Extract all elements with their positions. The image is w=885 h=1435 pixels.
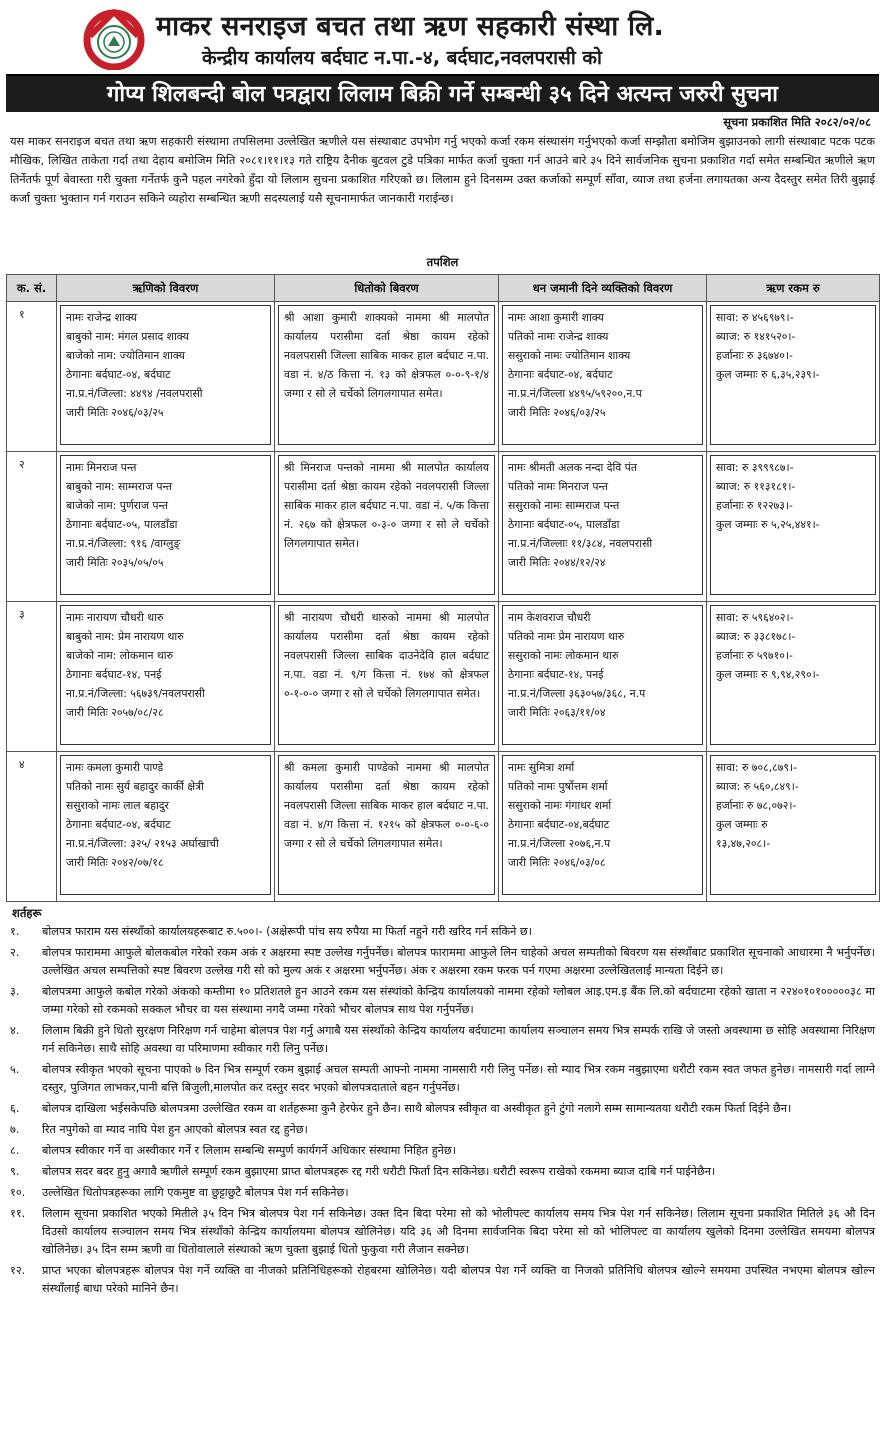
guarantor-line: पतिको नामः मिनराज पन्त: [508, 480, 608, 493]
amount-line: हर्जानाः रु ३६७४०।-: [716, 349, 793, 362]
header-collateral: धितोको बिवरण: [275, 275, 499, 302]
amount-box: [710, 455, 876, 595]
amount-line: कुल जम्माः रु ६,३५,२३९।-: [716, 368, 820, 381]
borrower-line: ठेगानाः बर्दघाट-१४, पनई: [66, 668, 162, 681]
guarantor-cell: [499, 752, 707, 902]
condition-text: बोलपत्र फाराममा आफुले बोलकबोल गरेको रकम अकं र अक्षरमा स्पष्ट उल्लेख गर्नुपर्नेछ। बोलपत्र फाराममा आफुले लिन चाहेको अचल सम्पतीको बिवरण यस संस्थाँबाट प्रकाशित सूचनाको आधारमा नै भर्नुपर्नेछ। उल्लेखित अचल सम्पत्तिको स्पष्ट बिवरण उल्लेख गरी सो को मुल्य अकं र अक्षरमा भर्नुपर्नेछ। अंक र अक्षरमा रकम फरक पर्न गएमा अक्षरमा उल्लेखितलाई मान्यता दिईने छ।: [42, 946, 875, 977]
borrower-line: ठेगानाः बर्दघाट-०४, बर्दघाट: [66, 818, 171, 831]
serial-cell: ३: [7, 602, 57, 752]
amount-line: सावा: रु ५९६४०२।-: [716, 611, 794, 624]
condition-number: १.: [10, 925, 20, 938]
condition-item: [6, 1121, 879, 1139]
condition-text: बोलपत्र स्वीकार गर्ने वा अस्वीकार गर्ने र लिलाम सम्बन्धि सम्पुर्ण कार्यगर्ने अधिकार संस्थामा निहित हुनेछ।: [42, 1144, 456, 1157]
amount-line: हर्जानाः रु ५९७१०।-: [716, 649, 793, 662]
amount-line: १३,४७,२०८।-: [716, 837, 771, 850]
borrower-line: ठेगानाः बर्दघाट-०५, पालडाँडा: [66, 518, 178, 531]
collateral-box: [278, 605, 495, 745]
condition-text: रित नपुगेको वा म्याद नाघि पेश हुन आएको बोलपत्र स्वत रद्द हुनेछ।: [42, 1123, 308, 1136]
header: [6, 4, 879, 74]
header-borrower: ऋणिको विवरण: [57, 275, 275, 302]
guarantor-box: [502, 605, 703, 745]
table-row: [7, 452, 880, 602]
condition-item: [6, 1142, 879, 1160]
guarantor-cell: [499, 302, 707, 452]
guarantor-line: जारी मितिः २०६३/११/०४: [508, 706, 606, 719]
condition-text: लिलाम सूचना प्रकाशित भएको मितीले ३५ दिन भित्र बोलपत्र पेश गर्न सकिनेछ। उक्त दिन बिदा परेमा सो को भोलीपल्ट कार्यालय समय भित्र पेश गर्न सकिनेछ। लिलाम सूचना प्रकाशित मितिले ३६ औ दिन दिउसो कार्यालय सञ्चालन समय भित्र संस्थाँको केन्द्रिय कार्यालयमा बोलपत्र खोलिनेछ। यदि ३६ औ दिनमा सार्वजनिक बिदा परेमा सो को भोलिपल्ट वा कार्यालय खुलेको दिनमा उल्लेखित समयमा बोलपत्र खोलिनेछ। ३५ दिन सम्म ऋणी वा धितोवालाले संस्थाको ऋण चुक्ता बुझाई धितो फुकुवा गरी लैजान सक्नेछ।: [42, 1207, 875, 1256]
collateral-cell: [275, 452, 499, 602]
amount-cell: [707, 602, 880, 752]
condition-text: प्राप्त भएका बोलपत्रहरू बोलपत्र पेश गर्ने व्यक्ति वा नीजको प्रतिनिधिहरूको रोहबरमा खोलिनेछ। यदी बोलपत्र पेश गर्ने व्यक्ति वा निजको प्रतिनिधि बोलपत्र खोल्ने समयमा उपस्थित नभएमा बोलपत्र खोल्न संस्थाँलाई बाधा परेको मानिने छैन।: [42, 1264, 875, 1295]
borrower-line: नामः राजेन्द्र शाक्य: [66, 311, 137, 324]
borrower-line: बाबुको नाम: साम्मराज पन्त: [66, 480, 173, 493]
borrower-box: [60, 605, 271, 745]
guarantor-line: ना.प्र.नं/जिल्ला ४४९५/५९२००,न.प: [508, 387, 642, 400]
borrower-line: नामः मिनराज पन्त: [66, 461, 137, 474]
publication-date: सूचना प्रकाशित मिति २०८२/०२/०८: [723, 115, 871, 129]
borrower-line: ठेगानाः बर्दघाट-०४, बर्दघाट: [66, 368, 171, 381]
amount-line: सावा: रु ७०८,८७९।-: [716, 761, 797, 774]
amount-line: कुल जम्माः रु ५,२५,४४१।-: [716, 518, 820, 531]
condition-item: [6, 1163, 879, 1181]
guarantor-line: ना.प्र.नं/जिल्ला ३६३०५७/३६८, न.प: [508, 687, 646, 700]
header-amount: ऋण रकम रु: [707, 275, 880, 302]
condition-number: ३.: [10, 985, 20, 998]
amount-line: ब्याज: रु १४१५२०।-: [716, 330, 796, 343]
guarantor-line: जारी मितिः २०४४/१२/२४: [508, 556, 606, 569]
guarantor-line: ससुराको नामः गंगाधर शर्मा: [508, 799, 612, 812]
collateral-cell: [275, 302, 499, 452]
borrower-cell: [57, 452, 275, 602]
collateral-text: श्री आशा कुमारी शाक्यको नाममा श्री मालपोत कार्यालय परासीमा दर्ता श्रेष्ठा कायम रहेको नवलपरासी जिल्ला साबिक माकर हाल बर्दघाट न.पा. वडा नं. ४/ठ कित्ता नं. १३ को क्षेत्रफल ०-०-९-१/४ जग्गा र सो ले चर्चेको लिगलगापात समेत।: [284, 311, 489, 400]
condition-item: [6, 1262, 879, 1298]
header-serial: क. सं.: [7, 275, 57, 302]
borrower-line: बाजेको नाम: ज्योतिमान शाक्य: [66, 349, 185, 362]
condition-number: २.: [10, 946, 20, 959]
table-row: [7, 302, 880, 452]
condition-number: ११.: [10, 1207, 26, 1220]
amount-line: ब्याज: रु ३३८१७८।-: [716, 630, 796, 643]
table-row: [7, 752, 880, 902]
serial-cell: ४: [7, 752, 57, 902]
guarantor-line: ना.प्र.नं/जिल्ला २०७६,न.प: [508, 837, 611, 850]
guarantor-line: ठेगानाः बर्दघाट-०५, पालडाँडा: [508, 518, 620, 531]
guarantor-line: पतिको नामः पुर्षोत्तम शर्मा: [508, 780, 608, 793]
guarantor-line: ससुराको नामः साम्मराज पन्त: [508, 499, 620, 512]
guarantor-line: जारी मितिः २०४६/०३/२५: [508, 406, 606, 419]
borrower-cell: [57, 602, 275, 752]
schedule-title: तपशिल: [426, 255, 459, 269]
table-body: [7, 302, 880, 902]
condition-number: ९.: [10, 1165, 20, 1178]
borrower-line: ना.प्र.नं/जिल्ला: ९१६ /वाग्लुङ्: [66, 537, 181, 550]
borrower-line: जारी मितिः २०४६/०३/२५: [66, 406, 164, 419]
amount-line: हर्जानाः रु ७८,०७२।-: [716, 799, 797, 812]
collateral-text: श्री मिनराज पन्तको नाममा श्री मालपोत कार्यालय परासीमा दर्ता श्रेष्ठा कायम रहेको नवलपरासी जिल्ला साबिक माकर हाल बर्दघाट न.पा. वडा नं. ५/क कित्ता नं. २६७ को क्षेत्रफल ०-३-० जग्गा र सो ले चर्चेको लिगलगापात समेत।: [284, 461, 489, 550]
conditions-list: [6, 923, 879, 1298]
guarantor-line: जारी मितिः २०४६/०३/०८: [508, 856, 606, 869]
office-address: केन्द्रीय कार्यालय बर्दघाट न.पा.-४, बर्दघाट,नवलपरासी को: [202, 47, 602, 69]
table-header-row: [7, 275, 880, 302]
borrower-line: ना.प्र.नं/जिल्ला: ५६७३९/नवलपरासी: [66, 687, 205, 700]
collateral-box: [278, 305, 495, 445]
amount-line: सावा: रु ३९९९८७।-: [716, 461, 794, 474]
borrower-line: ना.प्र.नं/जिल्ला: ४४९४ /नवलपरासी: [66, 387, 203, 400]
guarantor-line: पतिको नामः राजेन्द्र शाक्य: [508, 330, 609, 343]
amount-line: हर्जानाः रु १२२७३।-: [716, 499, 793, 512]
serial-cell: १: [7, 302, 57, 452]
condition-number: ७.: [10, 1123, 20, 1136]
borrower-line: नामः कमला कुमारी पाण्डे: [66, 761, 164, 774]
table-row: [7, 602, 880, 752]
collateral-box: [278, 455, 495, 595]
guarantor-line: ठेगानाः बर्दघाट-०४,बर्दघाट: [508, 818, 610, 831]
condition-number: १०.: [10, 1186, 26, 1199]
collateral-cell: [275, 602, 499, 752]
condition-number: ६.: [10, 1102, 20, 1115]
header-guarantor: धन जमानी दिने व्यक्तिको विवरण: [499, 275, 707, 302]
amount-line: ब्याज: रु ५६०,८४९।-: [716, 780, 799, 793]
condition-text: बोलपत्रमा आफुले कबोल गरेको अंकको कम्तीमा १० प्रतिशतले हुन आउने रकम यस संस्थांको केन्द्रिय कार्यालयको नाममा रहेको ग्लोबल आइ.एम.इ बैंक लि.को बर्दघाटमा रहेको खाता न २२४०१०१०००००३८ मा जम्मा गरेको सो रकमको सक्कल भौचर वा यस संस्थामा नगदै जम्मा गरेको भौचर बोलपत्र साथ पेश गर्नुपर्नेछ।: [42, 985, 875, 1016]
condition-item: [6, 1022, 879, 1058]
condition-text: बोलपत्र फाराम यस संस्थाँको कार्यालयहरूबाट रु.५००।- (अक्षेरूपी पांच सय रुपैया मा फिर्ता नहुने गरी खरिद गर्न सकिने छ।: [42, 925, 532, 938]
borrower-line: ससुराको नामः लाल बहादुर: [66, 799, 169, 812]
guarantor-box: [502, 305, 703, 445]
guarantor-cell: [499, 602, 707, 752]
guarantor-line: ठेगानाः बर्दघाट-१४, पनई: [508, 668, 604, 681]
condition-item: [6, 944, 879, 980]
amount-box: [710, 755, 876, 895]
borrower-line: ना.प्र.नं/जिल्ला: ३२५/ २१५३ अर्घाखाची: [66, 837, 219, 850]
condition-text: उल्लेखित धितोपत्रहरूका लागि एकमुष्ट वा छुट्टाछुटै बोलपत्र पेश गर्न सकिनेछ।: [42, 1186, 349, 1199]
borrower-line: पतिको नामः सुर्य बहादुर कार्की क्षेत्री: [66, 780, 204, 793]
amount-cell: [707, 452, 880, 602]
cooperative-logo-icon: [82, 6, 146, 70]
guarantor-line: नामः श्रीमती अलक नन्दा देवि पंत: [508, 461, 637, 474]
collateral-box: [278, 755, 495, 895]
conditions-title: शर्तहरू: [12, 906, 42, 920]
guarantor-line: ठेगानाः बर्दघाट-०४, बर्दघाट: [508, 368, 613, 381]
amount-box: [710, 605, 876, 745]
condition-text: बोलपत्र दाखिला भईसकेपछि बोलपत्रमा उल्लेखित रकम वा शर्तहरूमा कुनै हेरफेर हुने छैन। साथै बोलपत्र स्वीकृत वा अस्वीकृत हुने टुंगो नलागे सम्म सामान्यतया धरौटी रकम फिर्ता दिईने छैन।: [42, 1102, 792, 1115]
collateral-cell: [275, 752, 499, 902]
borrower-line: बाबुको नाम: प्रेम नारायण थारु: [66, 630, 184, 643]
guarantor-line: नामः सुमित्रा शर्मा: [508, 761, 575, 774]
guarantor-line: नामः आशा कुमारी शाक्य: [508, 311, 604, 324]
borrower-box: [60, 755, 271, 895]
condition-item: [6, 1100, 879, 1118]
amount-cell: [707, 302, 880, 452]
condition-text: लिलाम बिक्री हुने धितो सुरक्षण निरिक्षण गर्न चाहेमा बोलपत्र पेश गर्नु अगाबै यस संस्थाँको केन्द्रिय कार्यालय बर्दघाटमा कार्यालय सञ्चालन समय भित्र सम्पर्क राखि जे जस्तो अवस्थामा छ सोहि अवस्थामा निरिक्षण गर्न सकिनेछ। साथै सोहि अवस्था वा परिमाणमा स्वीकार गरी लिनु पर्नेछ।: [42, 1024, 875, 1055]
amount-line: कुल जम्माः रु: [716, 818, 768, 831]
borrower-cell: [57, 302, 275, 452]
guarantor-box: [502, 755, 703, 895]
guarantor-line: पतिको नामः प्रेम नारायण थारु: [508, 630, 625, 643]
borrower-box: [60, 455, 271, 595]
guarantor-line: नाम केशवराज चौधरी: [508, 611, 591, 624]
collateral-text: श्री नारायण चौधरी थारुको नाममा श्री मालपोत कार्यालय परासीमा दर्ता श्रेष्ठा कायम रहेको नवलपरासी जिल्ला साबिक दाउनेदेवि हाल बर्दघाट न.पा. वडा नं. ९/ग कित्ता नं. १७४ को क्षेत्रफल ०-१-०-० जग्गा र सो ले चर्चेको लिगलगापात समेत।: [284, 611, 489, 700]
borrower-line: बाजेको नाम: पुर्णराज पन्त: [66, 499, 169, 512]
amount-box: [710, 305, 876, 445]
borrower-line: नामः नारायण चौधरी थारु: [66, 611, 164, 624]
amount-line: सावा: रु ४५६९७९।-: [716, 311, 794, 324]
condition-number: ८.: [10, 1144, 20, 1157]
guarantor-line: ससुराको नामः लोकमान थारु: [508, 649, 619, 662]
intro-paragraph: यस माकर सनराइज बचत तथा ऋण सहकारी संस्थामा तपसिलमा उल्लेखित ऋणीले यस संस्थाबाट उपभोग गर्नु भएको कर्जा रकम संस्थासंग गर्नुभएको कर्जा सम्झौता बमोजिम बुझाउनको लागी संस्थाबाट पटक पटक मौखिक, लिखित ताकेता गर्दा तथा देहाय बमोजिम मिति २०८१।११।१३ गते राष्ट्रिय दैनीक बुटवल टुडे पत्रिका मार्फत कर्जा चुक्ता गर्न आउने बारे ३५ दिने सार्वजनिक सुचना प्रकाशित गर्दा समेत सम्बन्धित ऋणीले ऋण तिर्नेतर्फ पूर्ण बेवास्ता गरी चुक्ता गर्नेतर्फ कुनै पहल नगरेको हुँदा यो लिलाम सुचना प्रकाशित गरिएको छ। लिलाम हुने दिनसम्म उक्त कर्जाको सम्पूर्ण साँवा, व्याज तथा हर्जना लगायतका अन्य दैदस्तुर समेत तिरी बुझाई कर्जा चुक्ता भुक्तान गर्न गराउन सकिने व्यहोरा सम्बन्धित ऋणी सदस्यलाई यसै सूचनामार्फत जानकारी गराईन्छ।: [10, 135, 875, 205]
guarantor-box: [502, 455, 703, 595]
condition-text: बोलपत्र सदर बदर हुनु अगावै ऋणीले सम्पूर्ण रकम बुझाएमा प्राप्त बोलपत्रहरू रद्द गरी धरौटी फिर्ता दिन सकिनेछ। धरौटी स्वरूप राखेको रकममा ब्याज दाबि गर्न पाईनेछैन।: [42, 1165, 716, 1178]
condition-item: [6, 983, 879, 1019]
borrower-line: जारी मितिः २०३५/०५/०५: [66, 556, 164, 569]
serial-cell: २: [7, 452, 57, 602]
borrower-line: जारी मितिः २०४२/०७/१८: [66, 856, 164, 869]
guarantor-line: ना.प्र.नं/जिल्लाः ११/३८४, नवलपरासी: [508, 537, 653, 550]
condition-item: [6, 1184, 879, 1202]
borrower-line: बाजेको नाम: लोकमान थारु: [66, 649, 174, 662]
borrower-box: [60, 305, 271, 445]
guarantor-cell: [499, 452, 707, 602]
condition-item: [6, 1061, 879, 1097]
loan-details-table: [6, 274, 880, 902]
notice-title-banner: गोप्य शिलबन्दी बोल पत्रद्वारा लिलाम बिक्री गर्ने सम्बन्धी ३५ दिने अत्यन्त जरुरी सुचना: [6, 74, 879, 112]
borrower-cell: [57, 752, 275, 902]
condition-item: [6, 1205, 879, 1259]
guarantor-line: ससुराको नामः ज्योतिमान शाक्य: [508, 349, 631, 362]
amount-line: ब्याज: रु ११३१८१।-: [716, 480, 796, 493]
condition-number: ४.: [10, 1024, 20, 1037]
amount-cell: [707, 752, 880, 902]
organization-name: माकर सनराइज बचत तथा ऋण सहकारी संस्था लि.: [156, 11, 664, 42]
condition-item: [6, 923, 879, 941]
borrower-line: जारी मितिः २०५७/०८/२८: [66, 706, 164, 719]
condition-number: ५.: [10, 1063, 20, 1076]
condition-number: १२.: [10, 1264, 26, 1277]
condition-text: बोलपत्र स्वीकृत भएको सूचना पाएको ७ दिन भित्र सम्पूर्ण रकम बुझाई अचल सम्पती आफ्नो नाममा नामसारी गरी लिनु पर्नेछ। सो म्याद भित्र रकम नबुझाएमा धरौटी रकम स्वत जफत हुनेछ। नामसारी गर्दा लाग्ने दस्तुर, पुजिगत लाभकर,पानी बत्ति बिजुली,मालपोत कर दस्तुर सदर भएको बोलपत्रदाताले बहन गर्नुपर्नेछ।: [42, 1063, 875, 1094]
borrower-line: बाबुको नाम: मंगल प्रसाद शाक्य: [66, 330, 189, 343]
collateral-text: श्री कमला कुमारी पाण्डेको नाममा श्री मालपोत कार्यालय परासीमा दर्ता श्रेष्ठा कायम रहेको नवलपरासी जिल्ला साबिक माकर हाल बर्दघाट न.पा. वडा नं. ४/ग कित्ता नं. १२१५ को क्षेत्रफल ०-०-६-० जग्गा र सो ले चर्चेको लिगलगापात समेत।: [284, 761, 489, 850]
amount-line: कुल जम्माः रु ९,९४,२९०।-: [716, 668, 820, 681]
